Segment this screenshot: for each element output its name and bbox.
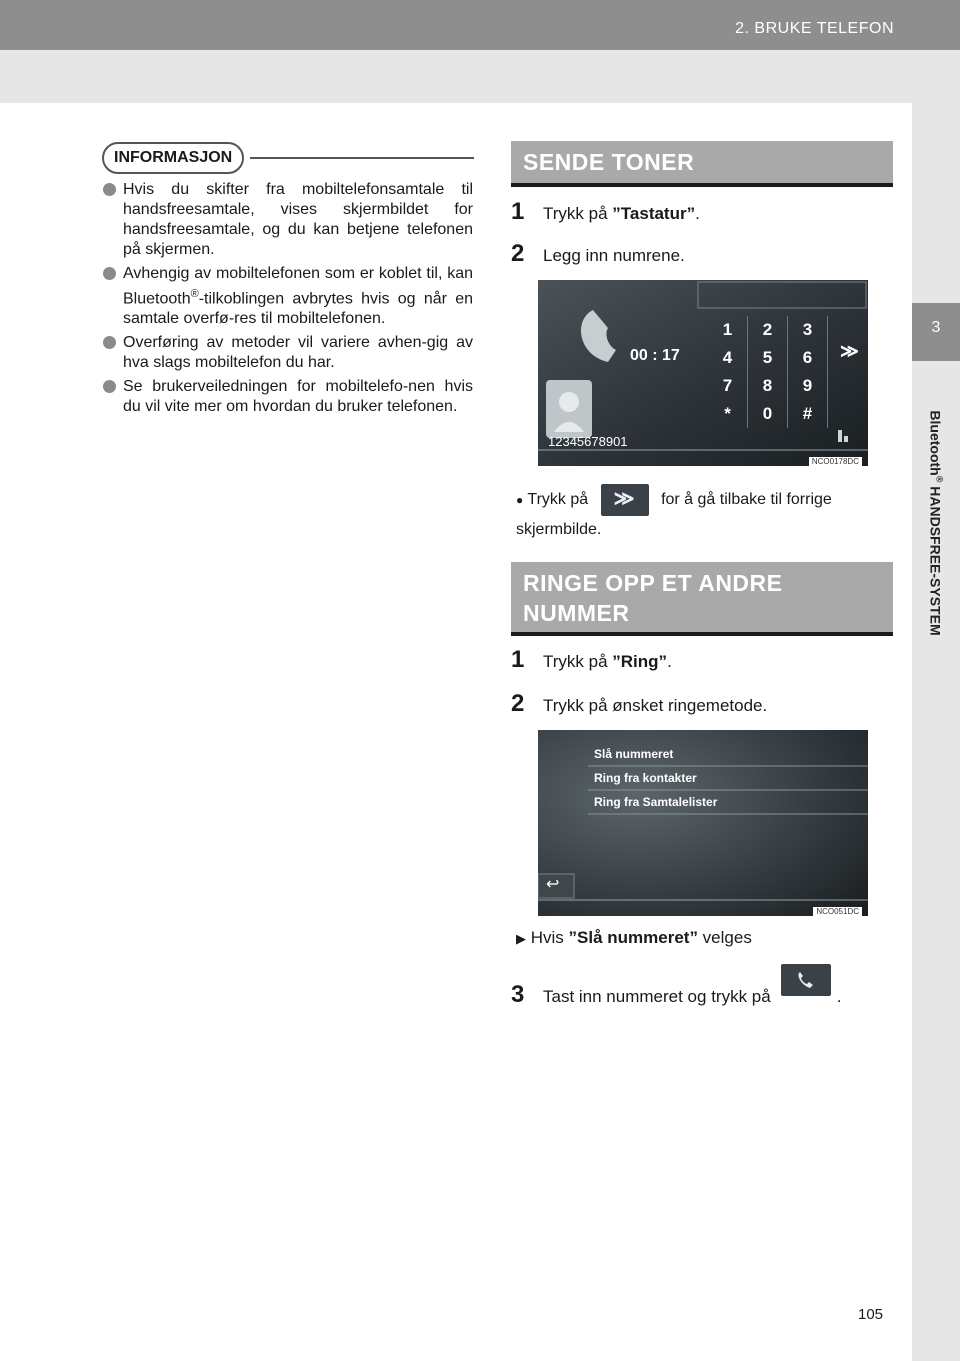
info-bullet-list xyxy=(103,180,473,421)
bullet-dot-icon xyxy=(103,267,116,280)
bullet-dot-icon xyxy=(103,380,116,393)
keypad-key: 2 xyxy=(748,316,788,344)
call-method-menu xyxy=(594,742,717,814)
keypad-key: 4 xyxy=(708,344,748,372)
menu-item-history: Ring fra Samtalelister xyxy=(594,795,718,809)
keypad-screenshot xyxy=(538,280,868,466)
info-divider xyxy=(250,157,474,159)
keypad-key: # xyxy=(788,400,828,428)
call-button-icon xyxy=(781,964,831,996)
side-tab-number: 3 xyxy=(931,319,941,336)
image-code: NCO0178DC xyxy=(809,457,862,466)
step-2-enter-numbers: 2 Legg inn numrene. xyxy=(511,240,685,267)
step-2-method: 2 Trykk på ønsket ringemetode. xyxy=(511,690,768,717)
bullet-dot-icon xyxy=(103,183,116,196)
side-tab-top xyxy=(912,103,960,303)
section-heading-call-another: RINGE OPP ET ANDRE NUMMER xyxy=(511,562,893,636)
return-icon: ↩ xyxy=(546,876,560,893)
call-method-screenshot xyxy=(538,730,868,916)
keypad-grid xyxy=(708,316,828,428)
side-tab-label: Bluetooth® HANDSFREE-SYSTEM xyxy=(927,410,945,636)
keypad-key: 7 xyxy=(708,372,748,400)
triangle-bullet-icon: ▶ xyxy=(516,931,526,946)
section-heading-send-tones: SENDE TONER xyxy=(511,141,893,187)
back-arrow-icon: ≫ xyxy=(840,341,859,361)
keypad-key: 8 xyxy=(748,372,788,400)
info-bullet: Avhengig av mobiltelefonen som er koblet til, kan Bluetooth®-tilkoblingen avbrytes hvis og når en samtale overfø-res til mobiltelefonen. xyxy=(103,264,473,329)
keypad-key: 9 xyxy=(788,372,828,400)
step-1-keypad: 1 Trykk på ”Tastatur”. xyxy=(511,198,700,225)
menu-item-dial: Slå nummeret xyxy=(594,747,674,761)
keypad-key: 1 xyxy=(708,316,748,344)
step-1-ring: 1 Trykk på ”Ring”. xyxy=(511,646,672,673)
menu-item-contacts: Ring fra kontakter xyxy=(594,771,697,785)
keypad-key: 5 xyxy=(748,344,788,372)
bullet-diamond-icon: ● xyxy=(516,493,524,508)
chapter-title: 2. BRUKE TELEFON xyxy=(735,20,894,37)
note-back: ● Trykk på ≫ for å gå tilbake til forrige skjermbilde. xyxy=(516,484,893,544)
keypad-key: 3 xyxy=(788,316,828,344)
step-3-dial: 3 Tast inn nummeret og trykk på . xyxy=(511,970,841,1009)
image-code: NCO051DC xyxy=(813,907,862,916)
phone-icon xyxy=(781,964,831,996)
back-button-icon: ≫ xyxy=(601,484,649,516)
keypad-key: 0 xyxy=(748,400,788,428)
page-number: 105 xyxy=(858,1306,884,1323)
bullet-dot-icon xyxy=(103,336,116,349)
info-tag: INFORMASJON xyxy=(102,142,244,174)
info-bullet: Hvis du skifter fra mobiltelefonsamtale til handsfreesamtale, vises skjermbildet for handsfreesamtale, og du kan betjene telefonen på skjermen. xyxy=(103,180,473,260)
call-timer-text: 00 : 17 xyxy=(630,347,680,364)
call-number-text: 12345678901 xyxy=(548,434,628,449)
info-bullet: Se brukerveiledningen for mobiltelefo-nen hvis du vil vite mer om hvordan du bruker telefonen. xyxy=(103,377,473,417)
keypad-key: 6 xyxy=(788,344,828,372)
condition-dial: ▶ Hvis ”Slå nummeret” velges xyxy=(516,928,752,947)
keypad-key: * xyxy=(708,400,748,428)
header-subbar xyxy=(0,50,960,103)
info-bullet: Overføring av metoder vil variere avhen-gig av hva slags mobiltelefon du har. xyxy=(103,333,473,373)
